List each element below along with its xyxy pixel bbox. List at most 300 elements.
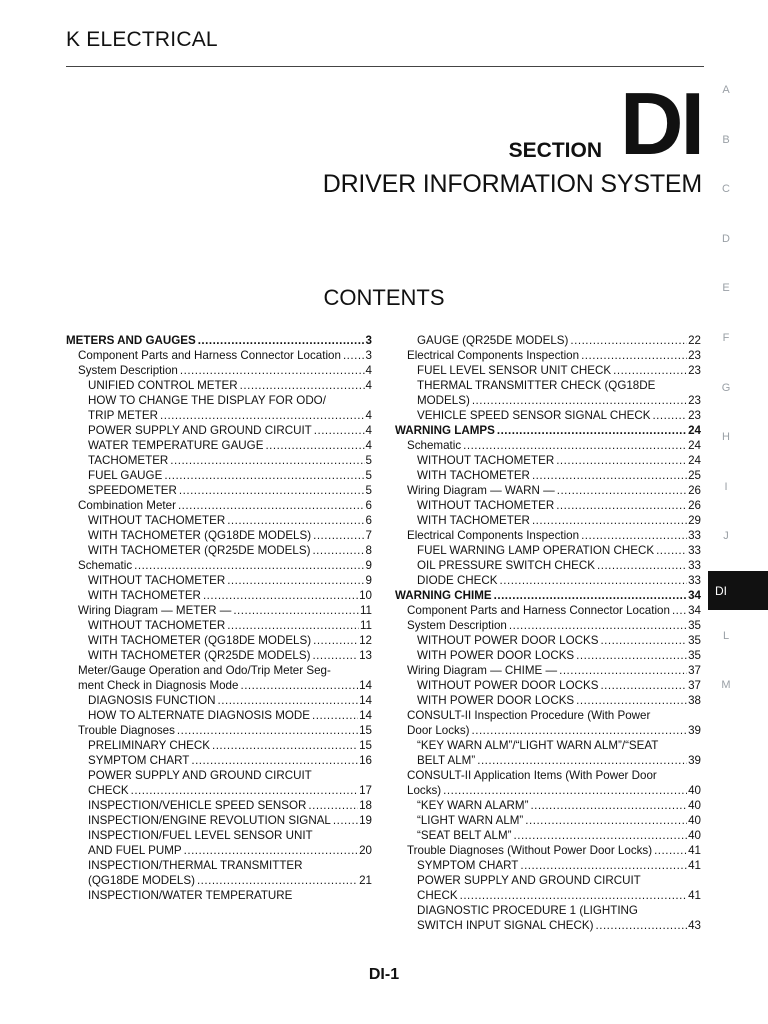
toc-leader-dots: [225, 513, 364, 528]
toc-entry[interactable]: [395, 708, 701, 723]
toc-leader-dots: [310, 648, 358, 663]
section-tab[interactable]: H: [722, 431, 730, 444]
toc-entry-label: WITH TACHOMETER (QR25DE MODELS): [88, 649, 311, 662]
toc-entry-label: DIAGNOSIS FUNCTION: [88, 694, 216, 707]
toc-entry[interactable]: [395, 423, 701, 438]
toc-leader-dots: [554, 498, 687, 513]
section-tab[interactable]: M: [721, 679, 731, 692]
toc-leader-dots: [311, 633, 358, 648]
toc-entry-label: METERS AND GAUGES: [66, 334, 196, 347]
toc-leader-dots: [231, 603, 359, 618]
toc-leader-dots: [461, 438, 687, 453]
toc-entry-label: GAUGE (QR25DE MODELS): [417, 334, 569, 347]
toc-entry-label: Component Parts and Harness Connector Location: [407, 604, 670, 617]
toc-entry-page: 18: [359, 799, 372, 812]
toc-entry-page: 26: [688, 484, 701, 497]
toc-entry-label: WATER TEMPERATURE GAUGE: [88, 439, 264, 452]
toc-entry-label: SYMPTOM CHART: [417, 859, 519, 872]
toc-entry-page: 20: [359, 844, 372, 857]
toc-leader-dots: [574, 648, 687, 663]
section-tab[interactable]: G: [721, 381, 731, 394]
toc-entry-page: 23: [688, 349, 701, 362]
toc-entry[interactable]: [395, 678, 701, 693]
toc-entry-label: DIAGNOSTIC PROCEDURE 1 (LIGHTING: [417, 904, 638, 917]
toc-leader-dots: [458, 888, 688, 903]
toc-entry[interactable]: [66, 828, 372, 843]
toc-leader-dots: [530, 468, 687, 483]
toc-entry[interactable]: [395, 783, 701, 798]
toc-entry-label: WITH POWER DOOR LOCKS: [417, 649, 575, 662]
toc-entry[interactable]: [66, 633, 372, 648]
section-tab[interactable]: A: [722, 84, 730, 96]
toc-entry-page: 40: [688, 799, 701, 812]
toc-entry-label: MODELS): [417, 394, 470, 407]
toc-entry-label: INSPECTION/FUEL LEVEL SENSOR UNIT: [88, 829, 313, 842]
toc-leader-dots: [238, 678, 358, 693]
toc-entry-label: POWER SUPPLY AND GROUND CIRCUIT: [88, 424, 312, 437]
toc-entry[interactable]: [66, 663, 372, 678]
toc-entry-label: FUEL LEVEL SENSOR UNIT CHECK: [417, 364, 612, 377]
toc-entry-label: THERMAL TRANSMITTER CHECK (QG18DE: [417, 379, 656, 392]
toc-leader-dots: [175, 723, 358, 738]
section-tab[interactable]: I: [724, 480, 728, 493]
toc-entry[interactable]: [66, 858, 372, 873]
toc-entry[interactable]: [395, 903, 701, 918]
toc-entry-label: “SEAT BELT ALM”: [417, 829, 512, 842]
toc-entry-label: TACHOMETER: [88, 454, 169, 467]
toc-entry[interactable]: [66, 573, 372, 588]
toc-entry-label: Meter/Gauge Operation and Odo/Trip Meter Seg-: [78, 664, 331, 677]
contents-heading: CONTENTS: [323, 285, 445, 310]
toc-leader-dots: [579, 348, 687, 363]
active-section-tab[interactable]: DI: [708, 571, 768, 610]
toc-leader-dots: [182, 843, 358, 858]
toc-entry-page: 6: [365, 514, 372, 527]
toc-entry-label: Schematic: [78, 559, 133, 572]
toc-entry-page: 33: [688, 544, 701, 557]
toc-entry-page: 41: [688, 844, 701, 857]
toc-entry[interactable]: [66, 558, 372, 573]
toc-entry-label: Wiring Diagram — METER —: [78, 604, 232, 617]
toc-entry-label: Trouble Diagnoses: [78, 724, 175, 737]
toc-leader-dots: [470, 723, 688, 738]
toc-entry-page: 14: [359, 694, 372, 707]
toc-entry-label: Component Parts and Harness Connector Location: [78, 349, 341, 362]
toc-entry[interactable]: [66, 738, 372, 753]
toc-entry[interactable]: [395, 873, 701, 888]
toc-entry[interactable]: [395, 663, 701, 678]
toc-entry[interactable]: [395, 468, 701, 483]
toc-entry-label: Electrical Components Inspection: [407, 529, 580, 542]
toc-entry[interactable]: [66, 693, 372, 708]
toc-leader-dots: [652, 843, 687, 858]
toc-entry[interactable]: [66, 678, 372, 693]
toc-leader-dots: [574, 693, 687, 708]
toc-entry[interactable]: [66, 333, 372, 348]
toc-entry-page: 4: [365, 424, 372, 437]
toc-entry-page: 12: [359, 634, 372, 647]
toc-entry-page: 34: [688, 604, 701, 617]
toc-entry-label: WITH TACHOMETER (QG18DE MODELS): [88, 529, 312, 542]
toc-entry[interactable]: [66, 648, 372, 663]
toc-leader-dots: [331, 813, 358, 828]
toc-entry[interactable]: [395, 513, 701, 528]
toc-entry-page: 3: [365, 334, 372, 347]
toc-entry-label: Wiring Diagram — WARN —: [407, 484, 555, 497]
section-tab[interactable]: C: [722, 183, 730, 196]
toc-entry-page: 25: [688, 469, 701, 482]
toc-leader-dots: [507, 618, 687, 633]
toc-entry-label: WITH TACHOMETER (QR25DE MODELS): [88, 544, 311, 557]
toc-entry-label: INSPECTION/WATER TEMPERATURE: [88, 889, 293, 902]
toc-entry-page: 9: [365, 574, 372, 587]
toc-entry-label: WITH TACHOMETER: [417, 514, 530, 527]
toc-leader-dots: [523, 813, 687, 828]
toc-entry-label: WITHOUT POWER DOOR LOCKS: [417, 679, 599, 692]
toc-entry[interactable]: [395, 438, 701, 453]
toc-leader-dots: [568, 333, 687, 348]
toc-entry-page: 41: [688, 859, 701, 872]
toc-entry-page: 26: [688, 499, 701, 512]
toc-entry-page: 24: [688, 454, 701, 467]
toc-entry-page: 24: [688, 439, 701, 452]
toc-entry[interactable]: [66, 438, 372, 453]
toc-entry-page: 15: [359, 724, 372, 737]
toc-entry[interactable]: [395, 693, 701, 708]
toc-entry[interactable]: [395, 813, 701, 828]
toc-entry[interactable]: [66, 483, 372, 498]
toc-leader-dots: [132, 558, 364, 573]
toc-entry-page: 4: [365, 439, 372, 452]
toc-leader-dots: [238, 378, 365, 393]
toc-entry[interactable]: [395, 483, 701, 498]
toc-leader-dots: [598, 633, 687, 648]
toc-entry-label: POWER SUPPLY AND GROUND CIRCUIT: [417, 874, 641, 887]
toc-entry-page: 37: [688, 679, 701, 692]
toc-entry-page: 39: [688, 724, 701, 737]
toc-entry[interactable]: [395, 588, 701, 603]
toc-leader-dots: [201, 588, 358, 603]
toc-entry[interactable]: [395, 798, 701, 813]
toc-entry-page: 38: [688, 694, 701, 707]
toc-entry-label: Locks): [407, 784, 442, 797]
toc-entry-page: 3: [365, 349, 372, 362]
toc-leader-dots: [441, 783, 687, 798]
toc-entry-label: POWER SUPPLY AND GROUND CIRCUIT: [88, 769, 312, 782]
toc-left-column: [66, 333, 372, 903]
toc-entry[interactable]: [395, 633, 701, 648]
toc-entry[interactable]: [395, 753, 701, 768]
toc-entry-page: 9: [365, 559, 372, 572]
toc-leader-dots: [598, 678, 687, 693]
toc-leader-dots: [518, 858, 687, 873]
toc-entry-label: AND FUEL PUMP: [88, 844, 182, 857]
toc-entry[interactable]: [395, 918, 701, 933]
toc-entry[interactable]: [395, 603, 701, 618]
toc-entry[interactable]: [395, 858, 701, 873]
toc-entry[interactable]: [395, 543, 701, 558]
toc-leader-dots: [196, 333, 365, 348]
toc-entry[interactable]: [66, 363, 372, 378]
toc-entry-page: 11: [359, 604, 372, 617]
toc-entry-page: 22: [688, 334, 701, 347]
toc-entry[interactable]: [395, 768, 701, 783]
toc-entry[interactable]: [395, 333, 701, 348]
toc-entry[interactable]: [395, 453, 701, 468]
toc-entry[interactable]: [66, 453, 372, 468]
toc-entry-label: SWITCH INPUT SIGNAL CHECK): [417, 919, 594, 932]
toc-leader-dots: [168, 453, 364, 468]
toc-entry-label: Trouble Diagnoses (Without Power Door Locks): [407, 844, 653, 857]
toc-entry[interactable]: [66, 393, 372, 408]
toc-entry-page: 10: [359, 589, 372, 602]
toc-leader-dots: [178, 363, 365, 378]
toc-leader-dots: [530, 513, 687, 528]
toc-entry-page: 5: [365, 484, 372, 497]
toc-entry[interactable]: [395, 618, 701, 633]
toc-leader-dots: [512, 828, 688, 843]
toc-entry-label: WITH TACHOMETER: [88, 589, 201, 602]
toc-entry-label: CONSULT-II Inspection Procedure (With Power: [407, 709, 651, 722]
toc-entry-label: WITHOUT POWER DOOR LOCKS: [417, 634, 599, 647]
toc-leader-dots: [475, 753, 687, 768]
toc-entry-label: DIODE CHECK: [417, 574, 498, 587]
toc-entry-label: WITH TACHOMETER (QG18DE MODELS): [88, 634, 312, 647]
toc-entry-page: 13: [359, 649, 372, 662]
toc-entry-label: VEHICLE SPEED SENSOR SIGNAL CHECK: [417, 409, 651, 422]
toc-leader-dots: [310, 543, 364, 558]
toc-entry[interactable]: [66, 408, 372, 423]
toc-leader-dots: [311, 528, 364, 543]
toc-entry-label: “KEY WARN ALARM”: [417, 799, 529, 812]
toc-entry-page: 6: [365, 499, 372, 512]
toc-entry-label: CONSULT-II Application Items (With Power Door: [407, 769, 657, 782]
toc-entry[interactable]: [66, 753, 372, 768]
toc-entry-page: 40: [688, 814, 701, 827]
toc-leader-dots: [306, 798, 358, 813]
toc-leader-dots: [225, 573, 364, 588]
toc-entry-label: Electrical Components Inspection: [407, 349, 580, 362]
toc-leader-dots: [557, 663, 687, 678]
toc-entry-label: WITH TACHOMETER: [417, 469, 530, 482]
toc-entry[interactable]: [395, 498, 701, 513]
toc-leader-dots: [158, 408, 365, 423]
toc-entry-page: 40: [688, 784, 701, 797]
toc-entry[interactable]: [66, 528, 372, 543]
toc-leader-dots: [595, 558, 687, 573]
toc-entry[interactable]: [395, 723, 701, 738]
toc-entry-label: WARNING CHIME: [395, 589, 492, 602]
toc-entry[interactable]: [66, 588, 372, 603]
toc-entry-page: 35: [688, 619, 701, 632]
toc-entry-page: 4: [365, 379, 372, 392]
toc-entry[interactable]: [395, 828, 701, 843]
toc-leader-dots: [162, 468, 364, 483]
toc-entry[interactable]: [66, 603, 372, 618]
toc-entry[interactable]: [395, 843, 701, 858]
toc-leader-dots: [310, 708, 358, 723]
toc-entry-page: 23: [688, 364, 701, 377]
toc-leader-dots: [670, 603, 687, 618]
toc-entry-page: 11: [359, 619, 372, 632]
toc-entry-page: 29: [688, 514, 701, 527]
toc-leader-dots: [650, 408, 687, 423]
toc-leader-dots: [129, 783, 359, 798]
toc-entry-page: 35: [688, 649, 701, 662]
toc-leader-dots: [579, 528, 687, 543]
toc-entry-page: 23: [688, 394, 701, 407]
toc-leader-dots: [312, 423, 365, 438]
toc-entry[interactable]: [66, 873, 372, 888]
section-tab[interactable]: E: [722, 282, 730, 295]
toc-entry-page: 15: [359, 739, 372, 752]
section-tab[interactable]: F: [722, 332, 730, 344]
toc-entry-label: WARNING LAMPS: [395, 424, 495, 437]
toc-entry[interactable]: [395, 378, 701, 393]
toc-leader-dots: [495, 423, 687, 438]
toc-entry[interactable]: [66, 888, 372, 903]
toc-entry[interactable]: [66, 768, 372, 783]
toc-leader-dots: [611, 363, 687, 378]
toc-entry[interactable]: [66, 378, 372, 393]
toc-entry-label: “LIGHT WARN ALM”: [417, 814, 524, 827]
toc-entry-page: 8: [365, 544, 372, 557]
chapter-title: K ELECTRICAL: [66, 28, 218, 51]
toc-entry[interactable]: [66, 843, 372, 858]
toc-leader-dots: [594, 918, 688, 933]
toc-leader-dots: [498, 573, 688, 588]
toc-entry-page: 7: [365, 529, 372, 542]
toc-entry[interactable]: [66, 543, 372, 558]
toc-leader-dots: [555, 483, 687, 498]
section-code: DI: [620, 74, 702, 173]
toc-entry-label: WITHOUT TACHOMETER: [88, 574, 226, 587]
section-tab[interactable]: J: [723, 530, 729, 543]
toc-entry-label: Schematic: [407, 439, 462, 452]
toc-entry-label: OIL PRESSURE SWITCH CHECK: [417, 559, 596, 572]
toc-entry[interactable]: [66, 723, 372, 738]
toc-entry-page: 19: [359, 814, 372, 827]
toc-entry[interactable]: [66, 513, 372, 528]
toc-entry-label: SYMPTOM CHART: [88, 754, 190, 767]
toc-leader-dots: [189, 753, 358, 768]
toc-entry[interactable]: [66, 813, 372, 828]
toc-entry-page: 40: [688, 829, 701, 842]
toc-entry-label: System Description: [407, 619, 507, 632]
toc-entry-label: PRELIMINARY CHECK: [88, 739, 210, 752]
toc-entry[interactable]: [66, 783, 372, 798]
toc-entry-page: 14: [359, 709, 372, 722]
toc-entry-page: 5: [365, 454, 372, 467]
toc-entry-page: 17: [359, 784, 372, 797]
toc-entry-page: 16: [359, 754, 372, 767]
toc-entry-page: 33: [688, 529, 701, 542]
section-label: SECTION: [508, 139, 602, 162]
toc-entry-label: INSPECTION/THERMAL TRANSMITTER: [88, 859, 303, 872]
toc-leader-dots: [263, 438, 364, 453]
toc-leader-dots: [216, 693, 359, 708]
toc-entry-label: System Description: [78, 364, 178, 377]
toc-entry-label: FUEL GAUGE: [88, 469, 163, 482]
toc-entry-page: 37: [688, 664, 701, 677]
toc-entry-label: BELT ALM”: [417, 754, 476, 767]
toc-entry-page: 33: [688, 574, 701, 587]
toc-entry[interactable]: [395, 738, 701, 753]
toc-entry[interactable]: [395, 648, 701, 663]
toc-leader-dots: [554, 453, 687, 468]
toc-leader-dots: [654, 543, 687, 558]
section-title: DRIVER INFORMATION SYSTEM: [322, 170, 702, 198]
section-tab[interactable]: D: [722, 232, 730, 245]
toc-entry-page: 35: [688, 634, 701, 647]
toc-entry-label: “KEY WARN ALM”/“LIGHT WARN ALM”/“SEAT: [417, 739, 659, 752]
toc-entry-label: (QG18DE MODELS): [88, 874, 195, 887]
toc-entry[interactable]: [395, 558, 701, 573]
toc-entry-label: WITHOUT TACHOMETER: [417, 499, 555, 512]
toc-entry-label: INSPECTION/ENGINE REVOLUTION SIGNAL: [88, 814, 331, 827]
toc-entry[interactable]: [66, 348, 372, 363]
toc-entry-page: 34: [688, 589, 701, 602]
toc-entry[interactable]: [66, 423, 372, 438]
toc-right-column: [395, 333, 701, 933]
toc-entry-page: 21: [359, 874, 372, 887]
toc-entry[interactable]: [66, 468, 372, 483]
toc-entry-page: 4: [365, 364, 372, 377]
toc-entry-label: CHECK: [88, 784, 129, 797]
toc-entry-label: SPEEDOMETER: [88, 484, 177, 497]
toc-leader-dots: [470, 393, 687, 408]
toc-entry-label: WITHOUT TACHOMETER: [417, 454, 555, 467]
toc-leader-dots: [341, 348, 365, 363]
toc-entry-label: WITHOUT TACHOMETER: [88, 619, 226, 632]
toc-entry[interactable]: [395, 528, 701, 543]
toc-entry-page: 4: [365, 409, 372, 422]
toc-leader-dots: [225, 618, 359, 633]
toc-entry[interactable]: [395, 348, 701, 363]
toc-entry-label: Wiring Diagram — CHIME —: [407, 664, 558, 677]
toc-entry[interactable]: [395, 408, 701, 423]
toc-entry[interactable]: [66, 618, 372, 633]
toc-entry-page: 24: [688, 424, 701, 437]
section-tab[interactable]: L: [722, 629, 730, 642]
toc-entry-label: WITH POWER DOOR LOCKS: [417, 694, 575, 707]
toc-entry[interactable]: [395, 573, 701, 588]
toc-entry-page: 39: [688, 754, 701, 767]
toc-leader-dots: [210, 738, 358, 753]
toc-leader-dots: [177, 483, 365, 498]
toc-entry-label: Door Locks): [407, 724, 470, 737]
toc-entry-page: 5: [365, 469, 372, 482]
toc-entry[interactable]: [395, 363, 701, 378]
toc-leader-dots: [195, 873, 358, 888]
toc-entry-label: INSPECTION/VEHICLE SPEED SENSOR: [88, 799, 307, 812]
toc-entry[interactable]: [66, 798, 372, 813]
toc-entry[interactable]: [66, 708, 372, 723]
page-number: DI-1: [368, 966, 400, 983]
toc-entry[interactable]: [66, 498, 372, 513]
toc-entry-label: TRIP METER: [88, 409, 158, 422]
toc-entry[interactable]: [395, 393, 701, 408]
toc-leader-dots: [176, 498, 365, 513]
toc-entry-label: WITHOUT TACHOMETER: [88, 514, 226, 527]
toc-leader-dots: [492, 588, 687, 603]
header-rule: [66, 66, 704, 67]
toc-entry-label: FUEL WARNING LAMP OPERATION CHECK: [417, 544, 655, 557]
toc-entry-label: ment Check in Diagnosis Mode: [78, 679, 239, 692]
toc-entry[interactable]: [395, 888, 701, 903]
toc-entry-page: 43: [688, 919, 701, 932]
section-tab[interactable]: B: [722, 133, 730, 146]
